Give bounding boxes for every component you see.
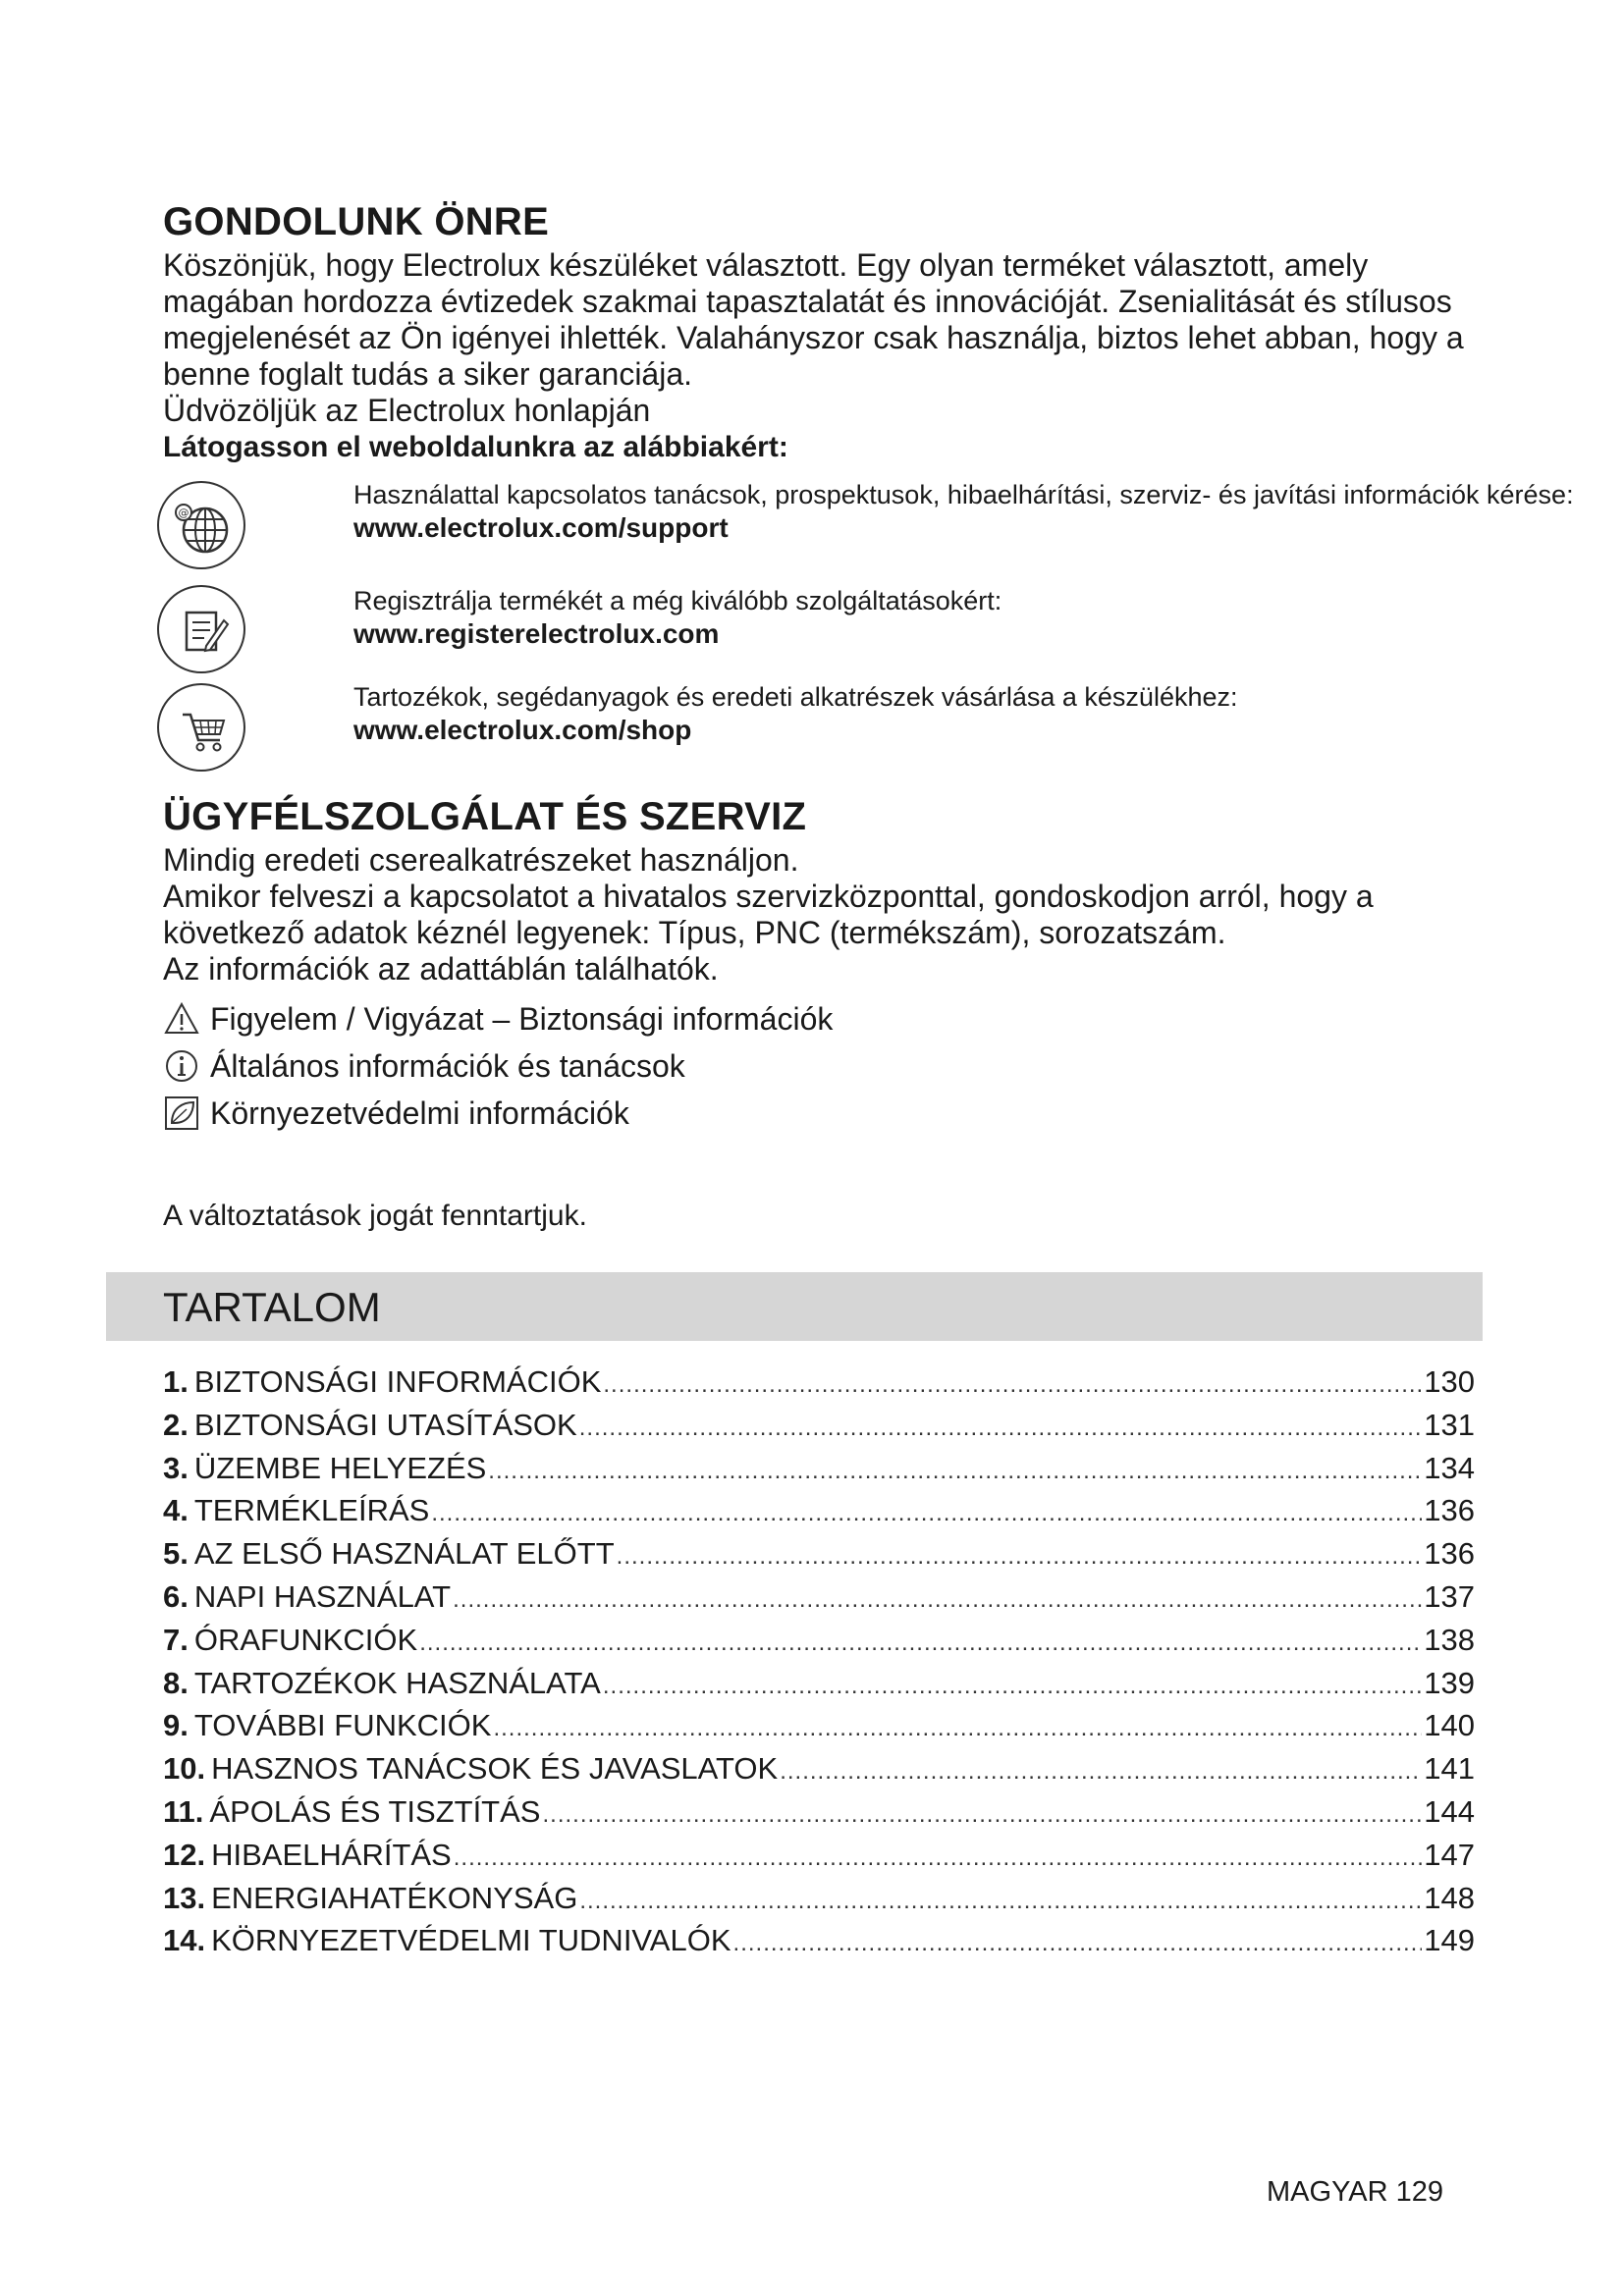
toc-entry-number: 12. [163,1837,206,1872]
toc-leader-dots [780,1752,1422,1792]
legend-info-text: Általános információk és tanácsok [210,1048,685,1084]
rights-reserved: A változtatások jogát fenntartjuk. [163,1200,587,1232]
service-line-1: Mindig eredeti cserealkatrészeket használjon. [163,842,799,878]
register-link-description: Regisztrálja termékét a még kiválóbb szolgáltatásokért: [353,586,1002,615]
table-of-contents [163,1362,1475,1964]
toc-entry-number: 2. [163,1407,189,1442]
welcome-line: Üdvözöljük az Electrolux honlapján [163,393,651,428]
toc-entry-page: 136 [1424,1536,1475,1572]
toc-entry[interactable] [163,1362,1475,1406]
shop-url-link[interactable]: www.electrolux.com/shop [353,715,692,745]
legend-warning-text: Figyelem / Vigyázat – Biztonsági információk [210,1001,834,1037]
toc-entry-page: 137 [1424,1578,1475,1614]
toc-entry-page: 148 [1424,1880,1475,1915]
leaf-icon [163,1095,200,1132]
register-link-row [157,585,1492,683]
toc-entry-title: AZ ELSŐ HASZNÁLAT ELŐTT [193,1536,615,1572]
toc-entry-page: 141 [1424,1751,1475,1787]
globe-icon [157,481,245,569]
shopping-cart-icon [157,683,245,772]
toc-entry[interactable] [163,1534,1475,1577]
toc-entry-title: ÁPOLÁS ÉS TISZTÍTÁS [209,1793,541,1829]
register-url-link[interactable]: www.registerelectrolux.com [353,618,720,649]
page-footer: MAGYAR 129 [1267,2176,1443,2208]
visit-line: Látogasson el weboldalunkra az alábbiakért: [163,431,788,463]
toc-entry-title: NAPI HASZNÁLAT [193,1578,452,1614]
toc-entry[interactable] [163,1621,1475,1664]
toc-leader-dots [603,1667,1422,1707]
toc-leader-dots [419,1624,1422,1664]
toc-entry-number: 13. [163,1880,206,1915]
toc-leader-dots [733,1924,1423,1964]
toc-entry-title: TOVÁBBI FUNKCIÓK [193,1708,492,1743]
shop-link-row [157,681,1492,779]
toc-entry[interactable] [163,1406,1475,1449]
toc-leader-dots [453,1580,1422,1621]
toc-entry[interactable] [163,1921,1475,1964]
legend-info [163,1046,685,1086]
legend-environment-text: Környezetvédelmi információk [210,1095,629,1131]
toc-entry-page: 130 [1424,1364,1475,1399]
welcome-intro: Köszönjük, hogy Electrolux készüléket választott. Egy olyan terméket választott, amely magában hordozza évtizedek szakmai tapasztalatát és innovációját. Zsenialitását és stílusos megjelenését az Ön igényei ihlették. Valahányszor csak használja, biztos lehet abban, hogy a benne foglalt tudás a siker garanciája. [163,247,1464,392]
service-line-3: Az információk az adattáblán találhatók. [163,951,719,987]
toc-entry-page: 136 [1424,1493,1475,1528]
toc-entry-number: 1. [163,1364,189,1399]
service-title: ÜGYFÉLSZOLGÁLAT ÉS SZERVIZ [163,795,807,838]
toc-entry-page: 149 [1424,1923,1475,1958]
toc-entry-page: 147 [1424,1837,1475,1872]
toc-entry[interactable] [163,1792,1475,1836]
shop-link-description: Tartozékok, segédanyagok és eredeti alkatrészek vásárlása a készülékhez: [353,682,1238,712]
toc-entry-number: 3. [163,1450,189,1485]
toc-entry-page: 139 [1424,1665,1475,1700]
toc-entry[interactable] [163,1749,1475,1792]
toc-leader-dots [431,1494,1422,1534]
toc-leader-dots [454,1839,1423,1879]
welcome-title: GONDOLUNK ÖNRE [163,200,550,243]
toc-entry-title: BIZTONSÁGI INFORMÁCIÓK [193,1364,602,1399]
toc-leader-dots [488,1452,1422,1492]
toc-entry-number: 5. [163,1536,189,1572]
svg-text:@: @ [178,507,189,519]
toc-entry-number: 11. [163,1793,204,1829]
toc-entry-title: ÓRAFUNKCIÓK [193,1622,418,1657]
toc-entry-title: KÖRNYEZETVÉDELMI TUDNIVALÓK [211,1923,731,1958]
toc-leader-dots [617,1537,1423,1577]
warning-triangle-icon [163,1000,200,1038]
register-form-icon [157,585,245,673]
toc-entry[interactable] [163,1577,1475,1621]
toc-entry-number: 7. [163,1622,189,1657]
toc-leader-dots [603,1365,1422,1406]
legend-warning [163,999,833,1039]
toc-entry-page: 134 [1424,1450,1475,1485]
toc-entry-number: 10. [163,1751,206,1787]
toc-entry-page: 140 [1424,1708,1475,1743]
service-line-2: Amikor felveszi a kapcsolatot a hivatalos szervizközponttal, gondoskodjon arról, hogy a következő adatok kéznél legyenek: Típus, PNC (termékszám), sorozatszám. [163,879,1374,950]
toc-entry-title: TARTOZÉKOK HASZNÁLATA [193,1665,601,1700]
toc-entry[interactable] [163,1879,1475,1922]
toc-entry[interactable] [163,1706,1475,1749]
toc-entry[interactable] [163,1491,1475,1534]
support-url-link[interactable]: www.electrolux.com/support [353,512,729,543]
toc-entry-title: ENERGIAHATÉKONYSÁG [211,1880,578,1915]
toc-entry-number: 8. [163,1665,189,1700]
toc-entry[interactable] [163,1664,1475,1707]
toc-title: TARTALOM [163,1284,381,1330]
toc-leader-dots [579,1409,1423,1449]
toc-entry-number: 14. [163,1923,206,1958]
toc-entry-number: 6. [163,1578,189,1614]
toc-leader-dots [493,1709,1422,1749]
legend-environment [163,1094,629,1133]
toc-header [106,1272,1483,1341]
toc-entry-number: 4. [163,1493,189,1528]
toc-entry-page: 131 [1424,1407,1475,1442]
toc-entry-page: 138 [1424,1622,1475,1657]
info-icon [163,1047,200,1085]
toc-entry-title: HIBAELHÁRÍTÁS [211,1837,452,1872]
toc-entry-title: TERMÉKLEÍRÁS [193,1493,430,1528]
toc-leader-dots [542,1795,1422,1836]
toc-entry-title: ÜZEMBE HELYEZÉS [193,1450,487,1485]
support-link-row [157,479,1574,587]
toc-leader-dots [579,1882,1422,1922]
toc-entry-page: 144 [1424,1793,1475,1829]
support-link-description: Használattal kapcsolatos tanácsok, prospektusok, hibaelhárítási, szerviz- és javítási információk kérése: [353,480,1574,509]
toc-entry[interactable] [163,1449,1475,1492]
toc-entry-title: HASZNOS TANÁCSOK ÉS JAVASLATOK [211,1751,779,1787]
toc-entry-number: 9. [163,1708,189,1743]
toc-entry[interactable] [163,1836,1475,1879]
toc-entry-title: BIZTONSÁGI UTASÍTÁSOK [193,1407,577,1442]
